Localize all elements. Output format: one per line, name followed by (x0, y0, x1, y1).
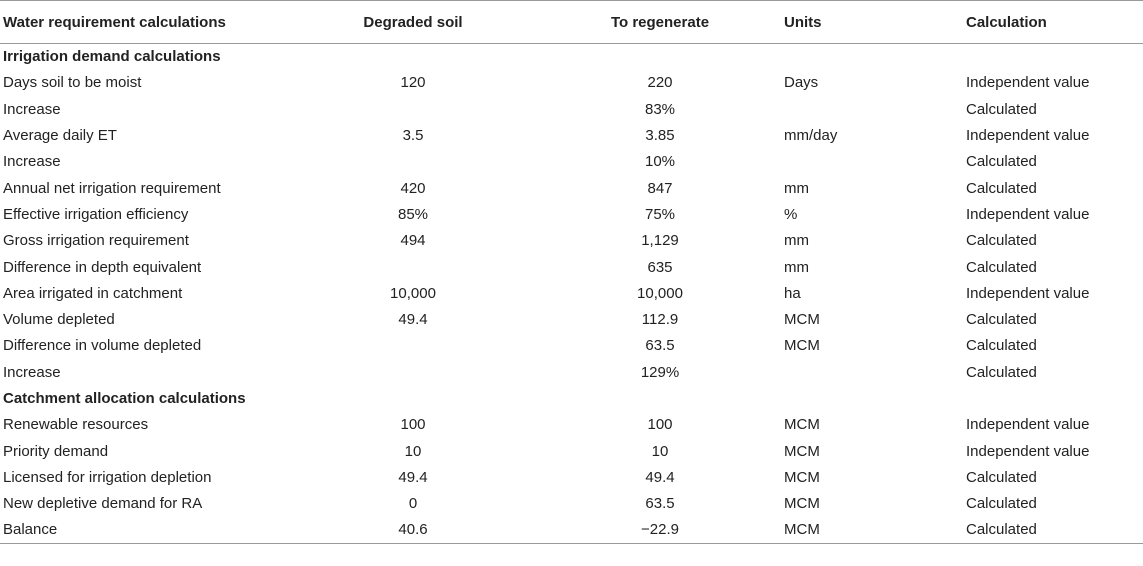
units-value: mm/day (784, 127, 838, 145)
degraded-soil-value (290, 333, 536, 359)
to-regenerate-value: 847 (647, 179, 673, 197)
table-row (0, 122, 1143, 148)
calculation-type: Calculated (966, 337, 1037, 355)
units-value: MCM (784, 442, 820, 460)
row-label: Effective irrigation efficiency (3, 205, 189, 223)
column-header: To regenerate (536, 1, 784, 44)
degraded-soil-value: 120 (400, 74, 426, 92)
units-value: mm (784, 258, 809, 276)
row-label: Difference in volume depleted (3, 337, 202, 355)
table-row (0, 254, 1143, 280)
calculation-type: Calculated (966, 517, 1143, 543)
row-label: Increase (3, 153, 61, 171)
units-value (784, 359, 966, 385)
section-heading: Catchment allocation calculations (3, 390, 246, 407)
calculation-type: Independent value (966, 284, 1090, 302)
units-value: MCM (784, 311, 820, 329)
units-value: mm (784, 232, 809, 250)
calculation-type: Independent value (966, 442, 1090, 460)
row-label: Average daily ET (3, 127, 117, 145)
to-regenerate-value: 635 (647, 258, 673, 276)
section-heading: Irrigation demand calculations (3, 48, 221, 66)
degraded-soil-value (290, 149, 536, 175)
table-row (0, 491, 1143, 517)
units-value: % (784, 205, 798, 223)
degraded-soil-value: 100 (400, 416, 426, 434)
calculation-type: Calculated (966, 153, 1037, 171)
calculation-type: Independent value (966, 416, 1090, 434)
to-regenerate-value: 3.85 (645, 127, 675, 145)
to-regenerate-value: 49.4 (645, 468, 675, 486)
to-regenerate-value: 100 (647, 416, 673, 434)
units-value: MCM (784, 517, 966, 543)
row-label: Priority demand (3, 442, 109, 460)
units-value: MCM (784, 416, 820, 434)
calculation-type: Calculated (966, 258, 1037, 276)
units-value: mm (784, 179, 809, 197)
table-row (0, 201, 1143, 227)
section-heading-row (0, 385, 1143, 411)
degraded-soil-value (290, 96, 536, 122)
to-regenerate-value: 220 (647, 74, 673, 92)
degraded-soil-value: 0 (408, 495, 418, 513)
table-row (0, 359, 1143, 385)
to-regenerate-value: 63.5 (645, 337, 675, 355)
table-row (0, 96, 1143, 122)
column-header: Degraded soil (290, 1, 536, 44)
to-regenerate-value: 83% (644, 100, 676, 118)
table-row (0, 70, 1143, 96)
column-header: Calculation (966, 1, 1143, 44)
to-regenerate-value: 129% (640, 363, 680, 381)
calculation-type: Calculated (966, 468, 1037, 486)
table-row (0, 149, 1143, 175)
table-row (0, 412, 1143, 438)
row-label: New depletive demand for RA (3, 495, 203, 513)
row-label: Renewable resources (3, 416, 149, 434)
header-row (0, 1, 1143, 44)
degraded-soil-value (290, 254, 536, 280)
row-label: Volume depleted (3, 311, 115, 329)
row-label: Difference in depth equivalent (3, 258, 202, 276)
degraded-soil-value: 49.4 (398, 468, 428, 486)
table-row (0, 438, 1143, 464)
table-row (0, 517, 1143, 543)
row-label: Licensed for irrigation depletion (3, 468, 212, 486)
calculation-type: Calculated (966, 232, 1037, 250)
row-label: Annual net irrigation requirement (3, 179, 221, 197)
row-label: Days soil to be moist (3, 74, 142, 92)
degraded-soil-value (290, 359, 536, 385)
section-heading-row (0, 44, 1143, 70)
units-value: MCM (784, 495, 820, 513)
calculation-type: Calculated (966, 311, 1037, 329)
table-row (0, 175, 1143, 201)
degraded-soil-value: 10,000 (390, 284, 436, 302)
calculation-type: Independent value (966, 205, 1090, 223)
table-row (0, 306, 1143, 332)
degraded-soil-value: 420 (400, 179, 426, 197)
to-regenerate-value: −22.9 (536, 517, 784, 543)
calculation-type: Calculated (966, 363, 1037, 381)
row-label: Balance (0, 517, 290, 543)
degraded-soil-value: 85% (397, 205, 429, 223)
calculation-type: Calculated (966, 495, 1037, 513)
to-regenerate-value: 10 (651, 442, 669, 460)
units-value: ha (784, 284, 801, 302)
row-label: Area irrigated in catchment (3, 284, 183, 302)
to-regenerate-value: 63.5 (645, 495, 675, 513)
to-regenerate-value: 1,129 (641, 232, 679, 250)
calculation-type: Calculated (966, 100, 1037, 118)
row-label: Increase (3, 100, 61, 118)
units-value (784, 96, 966, 122)
column-header: Units (784, 1, 966, 44)
row-label: Increase (3, 363, 61, 381)
to-regenerate-value: 112.9 (641, 311, 679, 329)
units-value: MCM (784, 468, 820, 486)
degraded-soil-value: 3.5 (402, 127, 424, 145)
calculation-type: Calculated (966, 179, 1037, 197)
units-value: Days (784, 74, 819, 92)
degraded-soil-value: 40.6 (290, 517, 536, 543)
table-row (0, 228, 1143, 254)
column-header: Water requirement calculations (0, 1, 290, 44)
table-body (0, 44, 1143, 544)
calculation-type: Independent value (966, 127, 1090, 145)
table-row (0, 280, 1143, 306)
row-label: Gross irrigation requirement (3, 232, 189, 250)
table-row (0, 333, 1143, 359)
units-value: MCM (784, 337, 820, 355)
degraded-soil-value: 10 (404, 442, 422, 460)
degraded-soil-value: 494 (400, 232, 426, 250)
table-row (0, 464, 1143, 490)
degraded-soil-value: 49.4 (398, 311, 428, 329)
to-regenerate-value: 75% (644, 205, 676, 223)
calculation-type: Independent value (966, 74, 1090, 92)
units-value (784, 149, 966, 175)
to-regenerate-value: 10,000 (637, 284, 683, 302)
to-regenerate-value: 10% (644, 153, 676, 171)
